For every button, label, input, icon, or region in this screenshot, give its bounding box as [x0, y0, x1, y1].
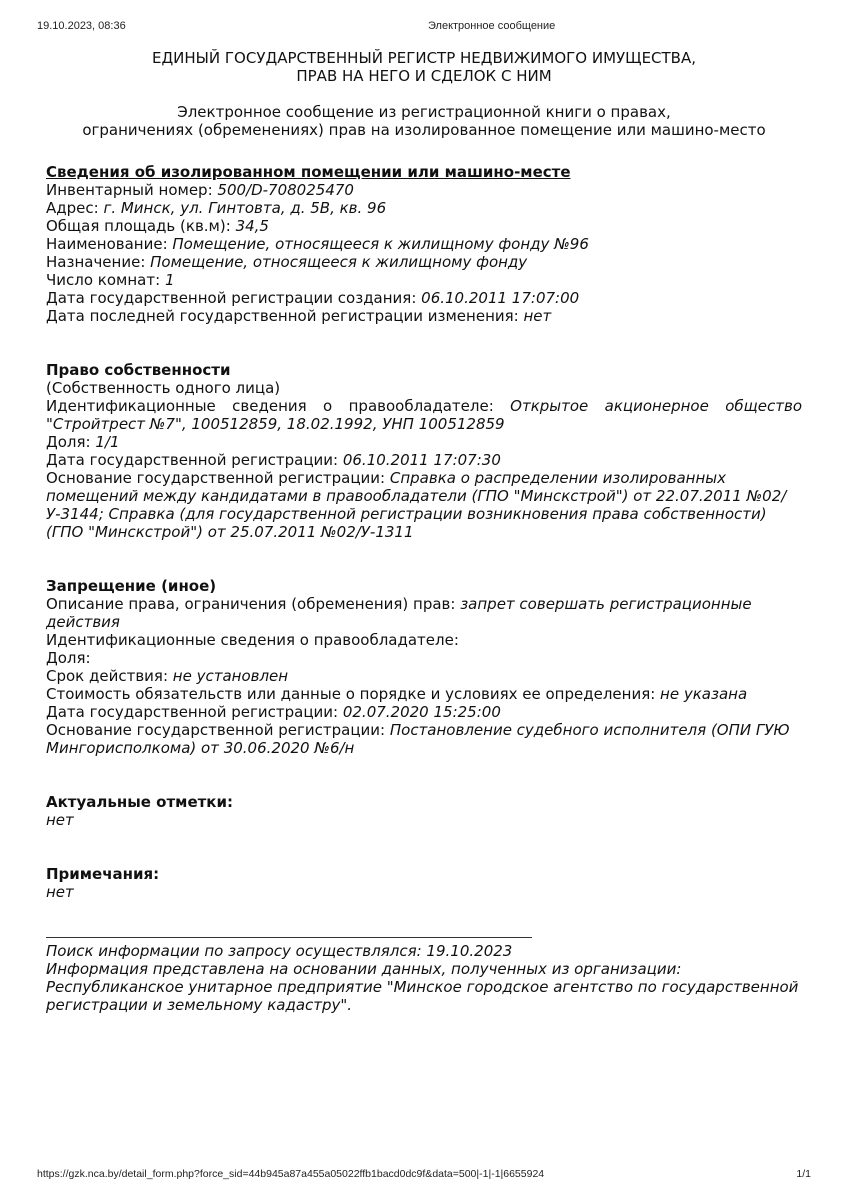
- print-datetime: 19.10.2023, 08:36: [37, 20, 126, 32]
- restriction-basis-label: Основание государственной регистрации:: [46, 721, 390, 739]
- ownership-reg-date-label: Дата государственной регистрации:: [46, 451, 343, 469]
- ownership-type: (Собственность одного лица): [46, 379, 281, 397]
- inventory-number-label: Инвентарный номер:: [46, 181, 218, 199]
- creation-date-field: [46, 289, 802, 307]
- ownership-section: [46, 361, 802, 541]
- document-body: [46, 46, 802, 1014]
- restriction-description-value: запрет совершать регистрационные действия: [46, 595, 752, 631]
- address-label: Адрес:: [46, 199, 104, 217]
- restriction-description-label: Описание права, ограничения (обременения) прав:: [46, 595, 461, 613]
- restriction-term-label: Срок действия:: [46, 667, 173, 685]
- restriction-basis-value: Постановление судебного исполнителя (ОПИ ГУЮ Мингорисполкома) от 30.06.2020 №6/н: [46, 721, 790, 757]
- print-header: [37, 20, 811, 34]
- ownership-reg-date-value: 06.10.2011 17:07:30: [342, 451, 501, 469]
- notes-value: нет: [46, 883, 74, 901]
- rooms-label: Число комнат:: [46, 271, 165, 289]
- ownership-share-value: 1/1: [95, 433, 120, 451]
- restriction-reg-date-field: [46, 703, 802, 721]
- rooms-field: [46, 271, 802, 289]
- ownership-share-field: [46, 433, 802, 451]
- notes-section: [46, 865, 802, 901]
- creation-date-value: 06.10.2011 17:07:00: [421, 289, 580, 307]
- ownership-basis-field: [46, 469, 802, 541]
- ownership-basis-value: Справка о распределении изолированных помещений между кандидатами в правообладатели (ГПО "Минскстрой") от 22.07.2011 №02/У-3144; Справка (для государственной регистрации возникновения права собственности) (ГПО "Минскстрой") от 25.07.2011 №02/У-1311: [46, 469, 787, 541]
- premises-heading: Сведения об изолированном помещении или машино-месте: [46, 163, 571, 181]
- premises-name-value: Помещение, относящееся к жилищному фонду №96: [172, 235, 589, 253]
- source-info-note: Информация представлена на основании данных, полученных из организации: Республиканское унитарное предприятие "Минское городское агентство по государственной регистрации и земельному кадастру".: [46, 960, 799, 1014]
- current-marks-value: нет: [46, 811, 74, 829]
- ownership-share-label: Доля:: [46, 433, 96, 451]
- restriction-share-label: Доля:: [46, 649, 91, 667]
- purpose-field: [46, 253, 802, 271]
- inventory-number-value: 500/D-708025470: [217, 181, 354, 199]
- address-field: [46, 199, 802, 217]
- address-value: г. Минск, ул. Гинтовта, д. 5В, кв. 96: [103, 199, 387, 217]
- document-main-title: [0, 46, 848, 85]
- owner-info-value: Открытое акционерное общество "Стройтрест №7", 100512859, 18.02.1992, УНП 100512859: [46, 397, 802, 433]
- restriction-holder-label: Идентификационные сведения о правообладателе:: [46, 631, 459, 649]
- main-title-line-2: ПРАВ НА НЕГО И СДЕЛОК С НИМ: [296, 67, 552, 85]
- print-title: Электронное сообщение: [428, 20, 556, 32]
- rooms-value: 1: [164, 271, 175, 289]
- ownership-reg-date-field: [46, 451, 802, 469]
- restriction-cost-field: [46, 685, 802, 703]
- page-counter: 1/1: [796, 1168, 811, 1180]
- premises-name-label: Наименование:: [46, 235, 173, 253]
- restriction-reg-date-label: Дата государственной регистрации:: [46, 703, 343, 721]
- restriction-description-field: [46, 595, 802, 631]
- last-change-field: [46, 307, 802, 325]
- inventory-number-field: [46, 181, 802, 199]
- current-marks-heading: Актуальные отметки:: [46, 793, 233, 811]
- restriction-heading: Запрещение (иное): [46, 577, 217, 595]
- notes-heading: Примечания:: [46, 865, 160, 883]
- main-title-line-1: ЕДИНЫЙ ГОСУДАРСТВЕННЫЙ РЕГИСТР НЕДВИЖИМОГО ИМУЩЕСТВА,: [151, 49, 697, 67]
- restriction-term-value: не установлен: [172, 667, 289, 685]
- owner-info-field: [46, 397, 802, 433]
- area-label: Общая площадь (кв.м):: [46, 217, 236, 235]
- purpose-label: Назначение:: [46, 253, 151, 271]
- area-field: [46, 217, 802, 235]
- current-marks-section: [46, 793, 802, 829]
- subtitle-line-1: Электронное сообщение из регистрационной книги о правах,: [177, 103, 671, 121]
- print-footer: [37, 1168, 811, 1182]
- restriction-cost-value: не указана: [660, 685, 748, 703]
- owner-info-label: Идентификационные сведения о правообладателе:: [46, 397, 511, 415]
- last-change-value: нет: [523, 307, 552, 325]
- area-value: 34,5: [235, 217, 269, 235]
- subtitle-line-2: ограничениях (обременениях) прав на изолированное помещение или машино-место: [82, 121, 766, 139]
- last-change-label: Дата последней государственной регистрации изменения:: [46, 307, 524, 325]
- purpose-value: Помещение, относящееся к жилищному фонду: [150, 253, 528, 271]
- restriction-basis-field: [46, 721, 802, 757]
- restriction-cost-label: Стоимость обязательств или данные о порядке и условиях ее определения:: [46, 685, 661, 703]
- print-url: https://gzk.nca.by/detail_form.php?force_sid=44b945a87a455a05022ffb1bacd0dc9f&data=500|-1|-1|6655924: [37, 1168, 545, 1180]
- footer-divider: [46, 937, 532, 938]
- premises-section: [46, 163, 802, 325]
- restriction-term-field: [46, 667, 802, 685]
- ownership-basis-label: Основание государственной регистрации:: [46, 469, 390, 487]
- creation-date-label: Дата государственной регистрации создания:: [46, 289, 422, 307]
- document-subtitle: [0, 103, 848, 139]
- search-date-note: Поиск информации по запросу осуществлялся: 19.10.2023: [46, 942, 513, 960]
- ownership-heading: Право собственности: [46, 361, 231, 379]
- restriction-section: [46, 577, 802, 757]
- premises-name-field: [46, 235, 802, 253]
- restriction-reg-date-value: 02.07.2020 15:25:00: [342, 703, 501, 721]
